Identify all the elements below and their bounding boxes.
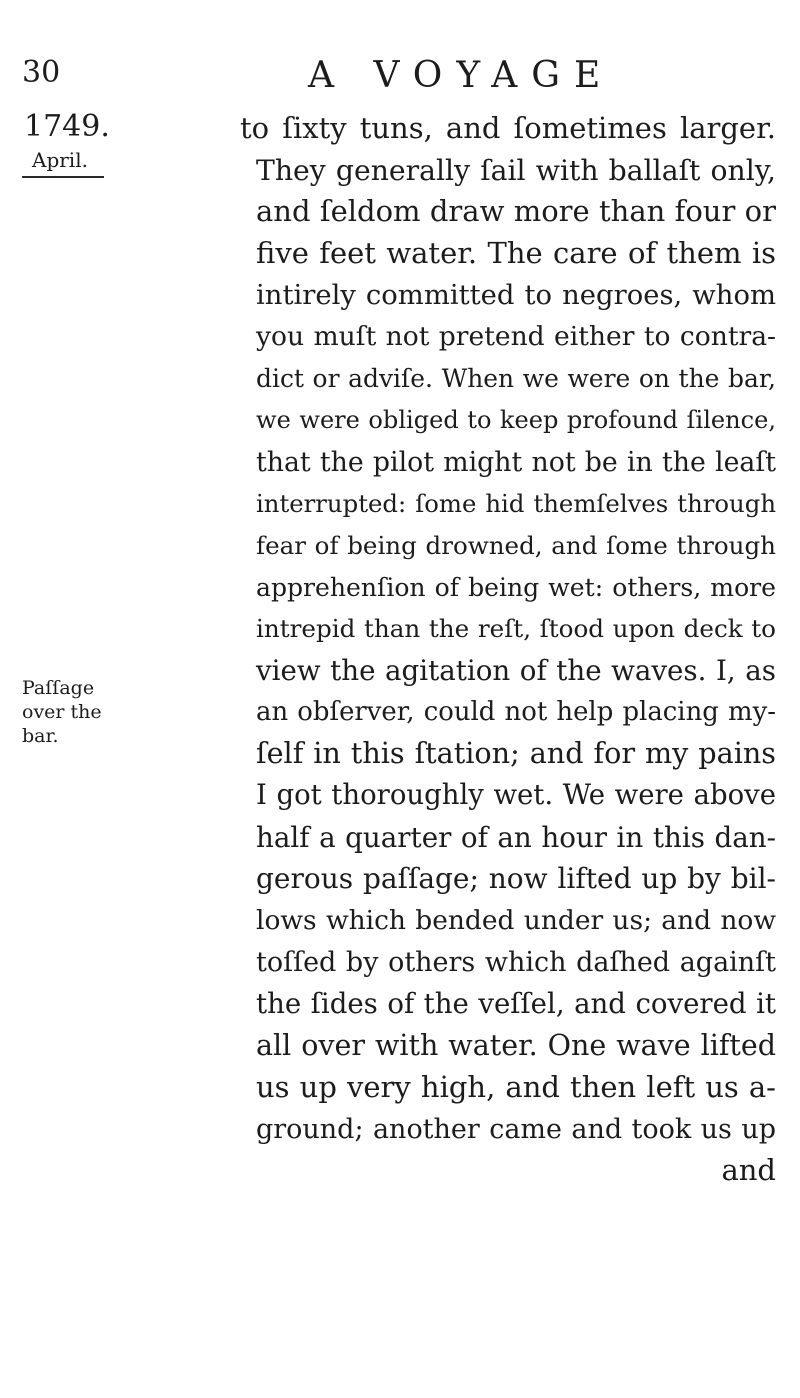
text-line: ſelf in this ſtation; and for my pains <box>256 736 776 771</box>
text-line: fear of being drowned, and ſome through <box>256 530 776 560</box>
text-line: the ſides of the veſſel, and covered it <box>256 987 776 1021</box>
text-line: half a quarter of an hour in this dan- <box>256 820 776 854</box>
text-line: lows which bended under us; and now <box>256 905 776 937</box>
margin-rule <box>22 176 104 178</box>
text-line: view the agitation of the waves. I, as <box>256 653 776 687</box>
text-line: ground; another came and took us up <box>256 1113 776 1145</box>
text-line: toſſed by others which daſhed againſt <box>256 946 776 978</box>
text-line: intirely committed to negroes, whom <box>256 279 776 311</box>
sidenote-line: over the <box>22 701 102 723</box>
text-line: an obſerver, could not help placing my- <box>256 696 776 727</box>
text-line: we were obliged to keep profound ſilence, <box>256 405 776 434</box>
sidenote-line: Paſſage <box>22 677 95 699</box>
body-text <box>240 108 776 1192</box>
page-number: 30 <box>22 55 61 90</box>
running-head: A VOYAGE <box>308 55 615 96</box>
margin-month: April. <box>32 148 88 172</box>
text-line: intrepid than the reſt, ſtood upon deck to <box>256 614 776 644</box>
margin-year: 1749. <box>24 109 110 144</box>
text-line: us up very high, and then left us a- <box>256 1069 776 1104</box>
text-line: apprehenſion of being wet: others, more <box>256 572 776 602</box>
text-line: and ſeldom draw more than four or <box>256 194 776 229</box>
text-line: five feet water. The care of them is <box>256 236 776 271</box>
sidenote-line: bar. <box>22 725 59 747</box>
text-line: I got thoroughly wet. We were above <box>256 779 776 811</box>
text-line: interrupted: ſome hid themſelves through <box>256 489 776 519</box>
text-line: all over with water. One wave lifted <box>256 1029 776 1063</box>
text-line: to ſixty tuns, and ſometimes larger. <box>240 111 776 145</box>
text-line: that the pilot might not be in the leaſt <box>256 446 776 478</box>
text-line: They generally ſail with ballaſt only, <box>256 153 776 187</box>
text-line: gerous paſſage; now lifted up by bil- <box>256 862 776 896</box>
text-line: dict or adviſe. When we were on the bar, <box>256 364 776 394</box>
text-line: you muſt not pretend either to contra- <box>256 321 776 353</box>
marginal-sidenote <box>22 676 110 748</box>
catchword: and <box>721 1153 776 1188</box>
